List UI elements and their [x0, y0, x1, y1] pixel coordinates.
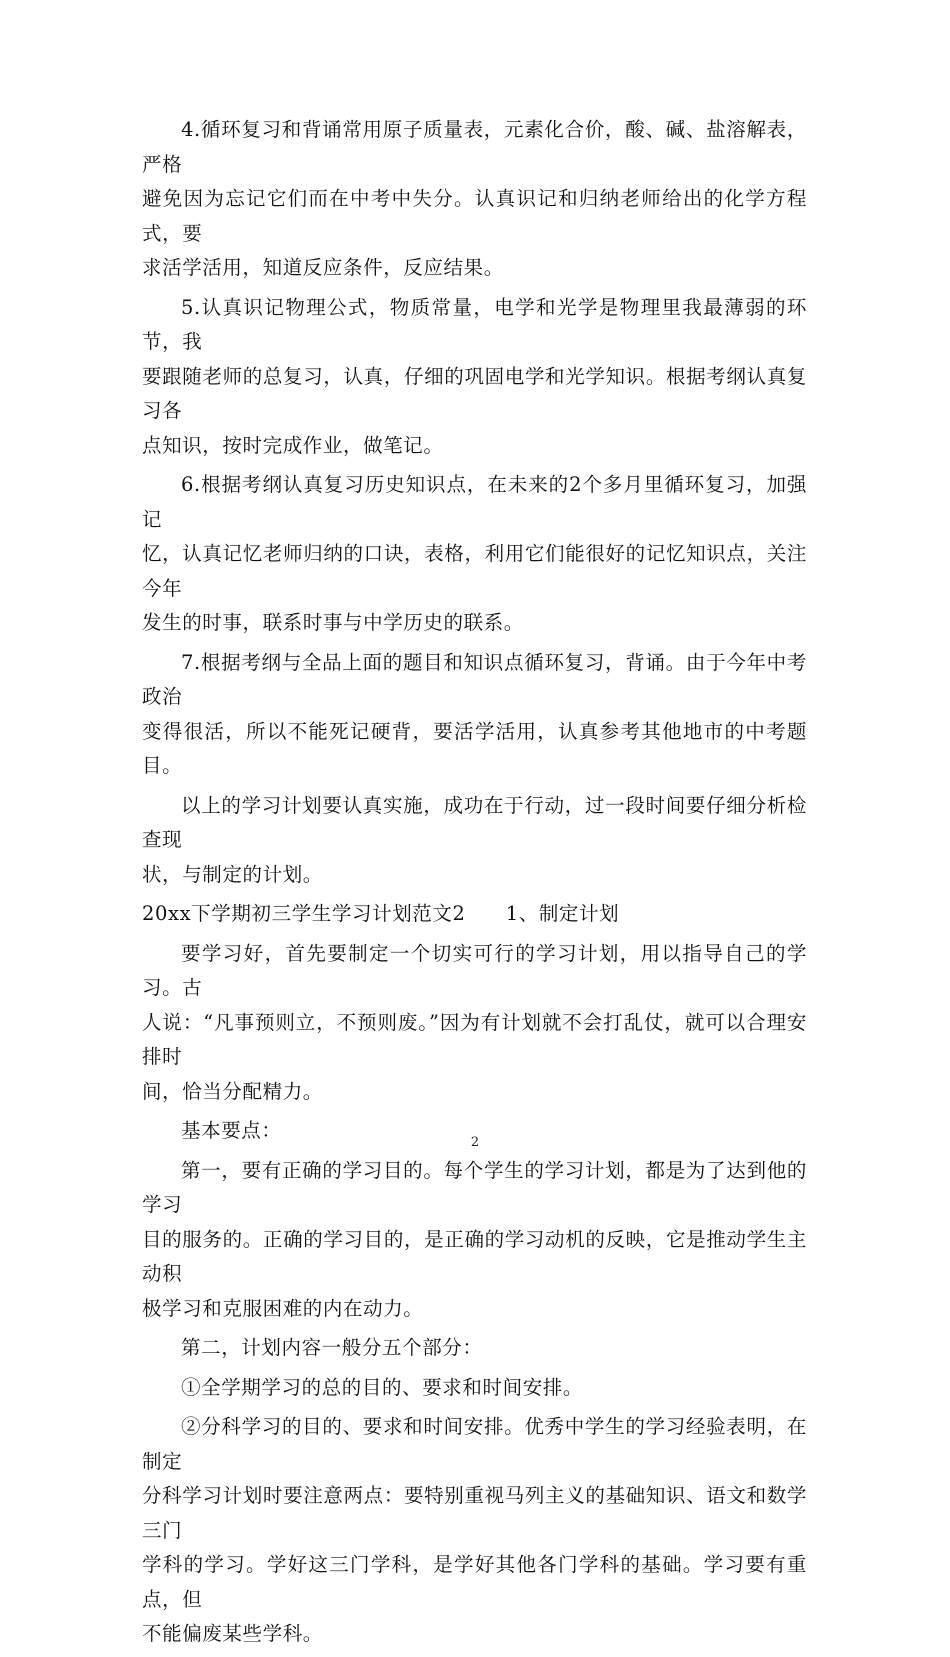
paragraph-make-plan [142, 937, 807, 1110]
paragraph-line: 4.循环复习和背诵常用原子质量表，元素化合价，酸、碱、盐溶解表，严格 [142, 118, 807, 176]
paragraph-line: ①全学期学习的总的目的、要求和时间安排。 [181, 1375, 584, 1399]
page-number: 2 [470, 1135, 480, 1150]
paragraph-line: 学科的学习。学好这三门学科，是学好其他各门学科的基础。学习要有重点，但 [142, 1553, 807, 1611]
paragraph-line: 6.根据考纲认真复习历史知识点，在未来的2个多月里循环复习，加强记 [142, 473, 807, 531]
paragraph-politics-review [142, 646, 807, 784]
paragraph-line: 求活学活用，知道反应条件，反应结果。 [142, 256, 504, 279]
paragraph-line: 状，与制定的计划。 [142, 862, 323, 886]
paragraph-line: 目的服务的。正确的学习目的，是正确的学习动机的反映，它是推动学生主动积 [142, 1227, 807, 1285]
paragraph-item-one [142, 1371, 807, 1406]
paragraph-line: 基本要点： [181, 1119, 282, 1142]
document-body [142, 113, 807, 1657]
paragraph-line: 第一，要有正确的学习目的。每个学生的学习计划，都是为了达到他的学习 [142, 1158, 807, 1216]
paragraph-point-two [142, 1331, 807, 1366]
paragraph-item-two [142, 1410, 807, 1652]
paragraph-physics-review [142, 291, 807, 464]
paragraph-line: 以上的学习计划要认真实施，成功在于行动，过一段时间要仔细分析检查现 [142, 793, 807, 851]
paragraph-line: 避免因为忘记它们而在中考中失分。认真识记和归纳老师给出的化学方程式，要 [142, 187, 807, 245]
paragraph-line: 要跟随老师的总复习，认真，仔细的巩固电学和光学知识。根据考纲认真复习各 [142, 364, 807, 422]
paragraph-history-review [142, 468, 807, 641]
paragraph-line: 发生的时事，联系时事与中学历史的联系。 [142, 611, 524, 634]
paragraph-plan-implementation [142, 789, 807, 893]
heading-line: 20xx下学期初三学生学习计划范文2 1、制定计划 [142, 902, 620, 925]
paragraph-line: 人说：“凡事预则立，不预则废。”因为有计划就不会打乱仗，就可以合理安排时 [142, 1010, 807, 1068]
paragraph-line: 极学习和克服困难的内在动力。 [142, 1296, 424, 1320]
paragraph-line: 变得很活，所以不能死记硬背，要活学活用，认真参考其他地市的中考题目。 [142, 719, 807, 777]
paragraph-point-one [142, 1154, 807, 1327]
paragraph-line: 5.认真识记物理公式，物质常量，电学和光学是物理里我最薄弱的环节，我 [142, 295, 807, 353]
paragraph-line: ②分科学习的目的、要求和时间安排。优秀中学生的学习经验表明，在制定 [142, 1415, 807, 1473]
paragraph-line: 忆，认真记忆老师归纳的口诀，表格，利用它们能很好的记忆知识点，关注今年 [142, 542, 807, 600]
paragraph-line: 不能偏废某些学科。 [142, 1622, 323, 1645]
paragraph-line: 点知识，按时完成作业，做笔记。 [142, 433, 444, 457]
paragraph-line: 7.根据考纲与全品上面的题目和知识点循环复习，背诵。由于今年中考政治 [142, 650, 807, 708]
section-heading [142, 897, 807, 932]
paragraph-line: 分科学习计划时要注意两点：要特别重视马列主义的基础知识、语文和数学三门 [142, 1484, 807, 1542]
paragraph-line: 第二，计划内容一般分五个部分： [181, 1336, 483, 1359]
paragraph-chemistry-review [142, 113, 807, 286]
paragraph-line: 要学习好，首先要制定一个切实可行的学习计划，用以指导自己的学习。古 [142, 941, 807, 999]
paragraph-line: 间，恰当分配精力。 [142, 1079, 323, 1103]
